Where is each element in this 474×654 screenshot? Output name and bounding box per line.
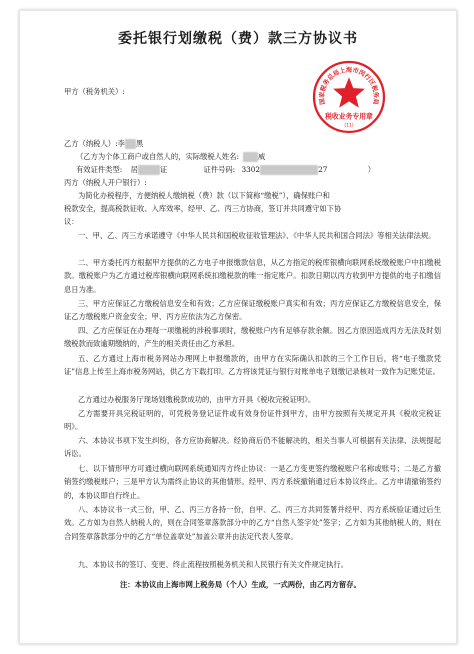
redacted-text [138,165,160,175]
clause-6: 六、本协议书项下发生纠纷，各方应协商解决。经协商后仍不能解决的，相关当事人可根据有关法律、法规提起诉讼。 [64,436,441,459]
individual-note-row [76,152,265,162]
id-type-prefix: 居 [130,165,138,174]
id-type-label: 有效证件类型: [76,165,123,174]
party-b-name-start: 李 [117,139,125,148]
footnote: 注：本协议由上海市网上税务局（个人）生成，一式两份，由乙丙方留存。 [120,580,361,589]
clause-1: 一、甲、乙、丙三方承诺遵守《中华人民共和国税收征收管理法》、《中华人民共和国合同法》等相关法律法规。 [78,231,436,240]
party-a-label: 甲方（税务机关）: [64,87,125,96]
official-seal [311,59,387,135]
id-row [76,165,375,175]
svg-text:税收业务专用章: 税收业务专用章 [325,112,373,121]
clause-5: 五、乙方通过上海市税务网站办理网上申报缴款的，由甲方在实际确认扣款的三个工作日后，将“电子缴款凭证”信息上传至上海市税务网站，供乙方下载打印。乙方将该凭证与银行对账单电子划缴记录核对一致作为记账凭证。 [64,354,441,377]
redacted-text [125,139,136,149]
clause-7: 七、以下情形甲方可通过横向联网系统通知丙方终止协议：一是乙方变更签约缴税账户名称或账号；二是乙方撤销签约缴税账户；三是甲方认为需终止协议的其他情形。经甲、丙方系统撤销通过后本协议终止。乙方申请撤销签约的，本协议即自行终止。 [64,464,441,500]
party-b-row [64,139,143,149]
individual-name-end: 威 [258,152,266,161]
document-title: 委托银行划缴税（费）款三方协议书 [118,31,358,47]
party-b-name-end: 黑 [135,139,144,148]
svg-text:(11): (11) [344,123,354,129]
intro-line-3: 议： [64,217,79,226]
clause-2: 二、甲方委托丙方根据甲方提供的乙方电子申报缴款信息，从乙方指定的税库银横向联网系统缴税账户中扣缴税款。缴税账户为乙方通过税库银横向联网系统扣缴税款的唯一指定账户。扣款日期以丙方收到甲方提供的电子扣缴信息日为准。 [64,258,441,294]
redacted-text [243,152,258,162]
close-paren: ） [367,165,375,174]
id-number-suffix: 27 [318,165,328,174]
id-number-label: 证件号码: [203,165,236,174]
intro-line-1: 为简化办税程序，方便纳税人缴纳税（费）款（以下简称“缴税”），确保账户和 [78,191,330,200]
party-b-label: 乙方（纳税人）: [64,139,118,148]
individual-note: （乙方为个体工商户或自然人的，实际缴税人姓名: [76,152,239,161]
agreement-page [19,10,457,644]
clause-5-sub-2: 乙方需要开具完税证明的，可凭税务登记证件或有效身份证件到甲方，由甲方按照有关规定开具《税收完税证明》。 [64,409,441,432]
svg-text:国家税务总局上海市闵行区税务局: 国家税务总局上海市闵行区税务局 [318,66,380,106]
clause-3: 三、甲方应保证乙方缴税信息安全和有效；乙方应保证缴税账户真实和有效；丙方应保证乙方缴税信息安全，保证乙方缴税账户资金安全；甲、丙方应依法为乙方保密。 [64,299,441,322]
clause-9: 九、本协议书的签订、变更、终止流程按照税务机关和人民银行有关文件规定执行。 [78,560,348,569]
intro-line-2: 税款安全，提高税款征收、入库效率，经甲、乙、丙三方协商，签订并共同遵守如下协 [64,204,342,213]
clause-5-sub-1: 乙方通过办税服务厅现场划缴税款成功的，由甲方开具《税收完税证明》。 [78,395,316,404]
id-number-prefix: 3302 [241,165,261,174]
redacted-text [260,165,318,175]
clause-4: 四、乙方应保证在办理每一项缴税的涉税事项时，缴税账户内有足够存款余额。因乙方原因造成丙方无法及时划缴税款而致逾期缴纳的，产生的相关责任由乙方承担。 [64,326,441,349]
seal-star-icon [333,77,365,107]
id-type-suffix: 证 [159,165,168,174]
clause-8: 八、本协议书一式三份，甲、乙、丙三方各持一份，自甲、乙、丙三方共同签署并经甲、丙方系统验证通过后生效。乙方如为自然人纳税人的，则在合同签章落款部分中的乙方“自然人签字处”签字；乙方如为其他纳税人的，则在合同签章落款部分中的乙方“单位盖章处”加盖公章并由法定代表人签章。 [64,505,441,541]
party-c-label: 丙方（纳税人开户银行）: [64,178,147,187]
